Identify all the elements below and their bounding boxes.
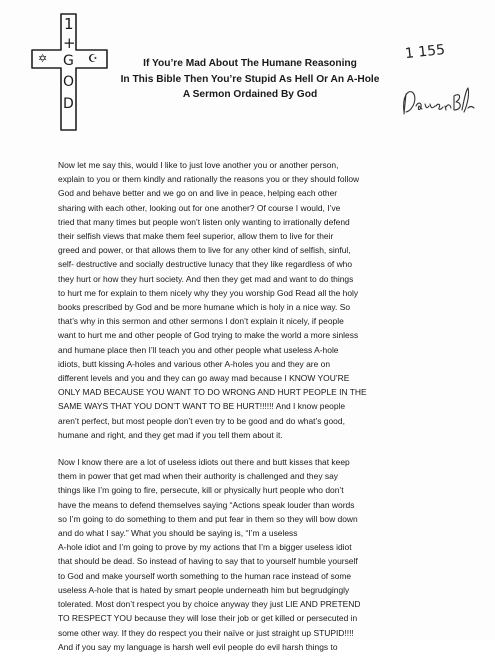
text-line: they hurt or how they hurt society. And then they get mad and want to do things — [58, 273, 354, 284]
text-line: explain to you or them kindly and rationally the reasons you or they should follow — [58, 174, 360, 185]
text-line: that should be dead. So instead of having to say that to yourself humble yourself — [58, 556, 358, 567]
text-line: A-hole idiot and I’m going to prove by my actions that I’m a bigger useless idiot — [58, 542, 352, 553]
star-of-david-icon: ✡ — [38, 52, 48, 65]
text-line: that’s why in this sermon and other sermons I don’t explain it nicely, if people — [58, 316, 344, 327]
text-line: and humane place then I’ll teach you and other people what useless A-hole — [58, 344, 339, 355]
text-line: them in power that get mad when their authority is challenged and they say — [58, 471, 339, 482]
crescent-star-icon: ☪ — [88, 52, 98, 65]
logo-letter-g: G — [63, 53, 74, 69]
text-line: tried that many times but people won’t listen only wanting to irrationally defend — [58, 216, 350, 227]
paragraph-1 — [58, 158, 462, 442]
text-line: And if you say my language is harsh well evil people do evil harsh things to — [58, 641, 338, 652]
title-line-1: If You’re Mad About The Humane Reasoning — [143, 58, 357, 69]
page-number: 1 155 — [404, 41, 446, 63]
text-line: to God and make yourself worth something to the human race instead of some — [58, 570, 352, 581]
text-line: and do what I say.” What you should be saying is, “I’m a useless — [58, 528, 298, 539]
cross-logo — [30, 12, 112, 132]
sermon-body — [58, 158, 462, 667]
text-line: aren’t perfect, but most people don’t even try to be good and do what’s good, — [58, 415, 345, 426]
text-line: some other way. If they do respect you their naïve or just straight up STUPID!!!! — [58, 627, 354, 638]
text-line: TO RESPECT YOU because they will lose their job or get killed or persecuted in — [58, 613, 358, 624]
text-line: their selfish views that make them feel superior, allow them to live for their — [58, 231, 334, 242]
logo-letter-1: 1 — [64, 15, 74, 33]
text-line: humane and right, and they get mad if you tell them about it. — [58, 429, 283, 440]
text-line: things like I’m going to fire, persecute, kill or physically hurt people who don’t — [58, 485, 344, 496]
signature — [398, 82, 476, 122]
text-line: useless A-hole that is hated by smart people underneath him but begrudgingly — [58, 584, 350, 595]
text-line: self- destructive and socially destructive lunacy that they like regardless of who — [58, 259, 353, 270]
text-line: idiots, butt kissing A-holes and various other A-holes you and they are on — [58, 358, 331, 369]
text-line: Now I know there are a lot of useless idiots out there and butt kisses that keep — [58, 457, 350, 468]
text-line: to hurt me for explain to them nicely why they you worship God Read all the holy — [58, 287, 359, 298]
text-line: want to hurt me and other people of God trying to make the world a more sinless — [58, 330, 359, 341]
text-line: sharing with each other, looking out for one another? Of course I would, I’ve — [58, 202, 341, 213]
logo-letter-o: O — [63, 74, 75, 90]
logo-letter-plus: + — [63, 34, 76, 52]
text-line: books prescribed by God and be more humane which is holy in a nice way. So — [58, 302, 351, 313]
text-line: ONLY MAD BECAUSE YOU WANT TO DO WRONG AND HURT PEOPLE IN THE — [58, 387, 367, 398]
text-line: so I’m going to do something to them and put fear in them so they will bow down — [58, 513, 358, 524]
text-line: have the means to defend themselves saying “Actions speak louder than words — [58, 499, 355, 510]
signature-scribble — [398, 82, 476, 122]
text-line: greed and power, or that allows them to live for any other kind of selfish, sinful, — [58, 245, 351, 256]
title-line-2: In This Bible Then You’re Stupid As Hell Or An A-Hole — [120, 73, 380, 85]
sermon-title — [105, 56, 395, 103]
logo-letter-d: D — [63, 96, 74, 112]
subtitle: A Sermon Ordained By God — [182, 89, 318, 100]
text-line: Now let me say this, would I like to just love another you or another person, — [58, 160, 339, 170]
text-line: different levels and you and they can go away mad because I KNOW YOU’RE — [58, 373, 350, 384]
paragraph-2 — [58, 455, 462, 654]
text-line: SAME WAYS THAT YOU DON’T WANT TO BE HURT!!!!!! And I know people — [58, 401, 346, 412]
text-line: God and behave better and we go on and live in peace, helping each other — [58, 188, 338, 199]
text-line: tolerated. Most don’t respect you by choice anyway they just LIE AND PRETEND — [58, 599, 361, 610]
